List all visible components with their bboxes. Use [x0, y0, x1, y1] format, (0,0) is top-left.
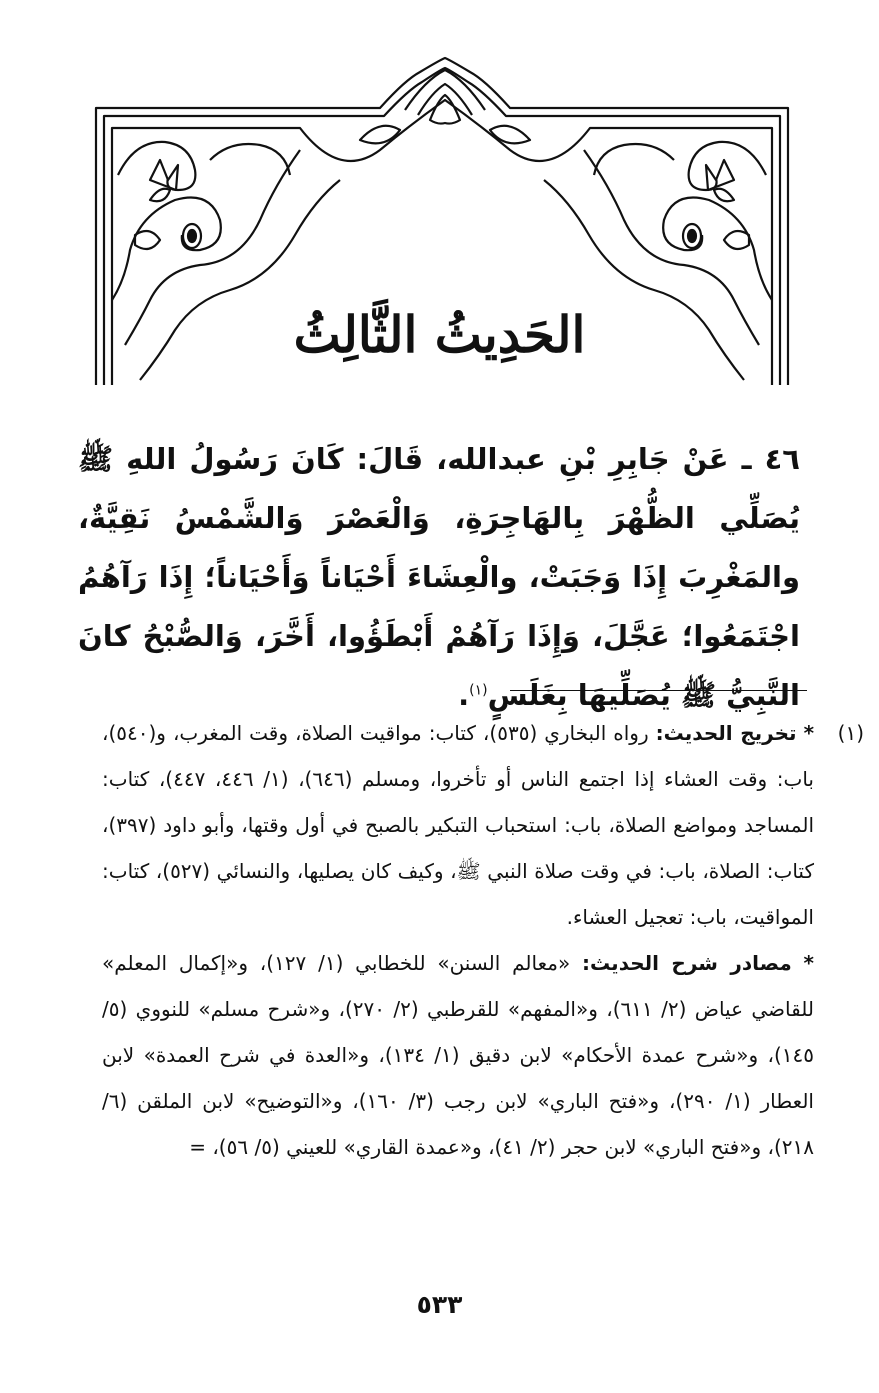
footnote-reference[interactable]: (١) [469, 682, 488, 699]
star-bullet: * [803, 951, 814, 975]
footnote-number: (١) [837, 721, 864, 745]
sources-label: مصادر شرح الحديث: [582, 951, 792, 975]
star-bullet: * [803, 721, 815, 745]
hadith-text [78, 430, 800, 725]
takhrij-label: تخريج الحديث: [655, 721, 797, 745]
sources-text: «معالم السنن» للخطابي (١/ ١٢٧)، و«إكمال المعلم» للقاضي عياض (٢/ ٦١١)، و«المفهم» للقرطبي (٢/ ٢٧٠)، و«شرح مسلم» للنووي (٥/ ١٤٥)، و«شرح عمدة الأحكام» لابن دقيق (١/ ١٣٤)، و«العدة في شرح العمدة» لابن العطار (١/ ٢٩٠)، و«فتح الباري» لابن رجب (٣/ ١٦٠)، و«التوضيح» لابن الملقن (٦/ ٢١٨)، و«فتح الباري» لابن حجر (٢/ ٤١)، و«عمدة القاري» للعيني (٥/ ٥٦)، = [102, 951, 814, 1159]
footnote-separator [510, 690, 807, 691]
hadith-body: ٤٦ ـ عَنْ جَابِرِ بْنِ عبدالله، قَالَ: كَانَ رَسُولُ اللهِ ﷺ يُصَلِّي الظُّهْرَ بِالهَاجِرَةِ، وَالْعَصْرَ وَالشَّمْسُ نَقِيَّةٌ، والمَغْرِبَ إِذَا وَجَبَتْ، والْعِشَاءَ أَحْيَاناً وَأَحْيَاناً؛ إِذَا رَآهُمُ اجْتَمَعُوا؛ عَجَّلَ، وَإِذَا رَآهُمْ أَبْطَؤُوا، أَخَّرَ، وَالصُّبْحُ كانَ النَّبِيُّ ﷺ يُصَلِّيهَا بِغَلَسٍ [78, 442, 800, 712]
chapter-title: الحَدِيثُ الثَّالِثُ [293, 305, 586, 364]
sources-paragraph [102, 940, 814, 1170]
takhrij-text: رواه البخاري (٥٣٥)، كتاب: مواقيت الصلاة، وقت المغرب، و(٥٤٠)، باب: وقت العشاء إذا اجتمع الناس أو تأخروا، ومسلم (٦٤٦)، (١/ ٤٤٦، ٤٤٧)، كتاب: المساجد ومواضع الصلاة، باب: استحباب التبكير بالصبح في أول وقتها، وأبو داود (٣٩٧)، كتاب: الصلاة، باب: في وقت صلاة النبي ﷺ، وكيف كان يصليها، والنسائي (٥٢٧)، كتاب: المواقيت، باب: تعجيل العشاء. [102, 721, 814, 929]
footnotes [102, 710, 864, 1170]
page-number: ٥٣٣ [416, 1290, 463, 1319]
takhrij-paragraph [102, 710, 814, 940]
hadith-end: . [458, 678, 470, 712]
